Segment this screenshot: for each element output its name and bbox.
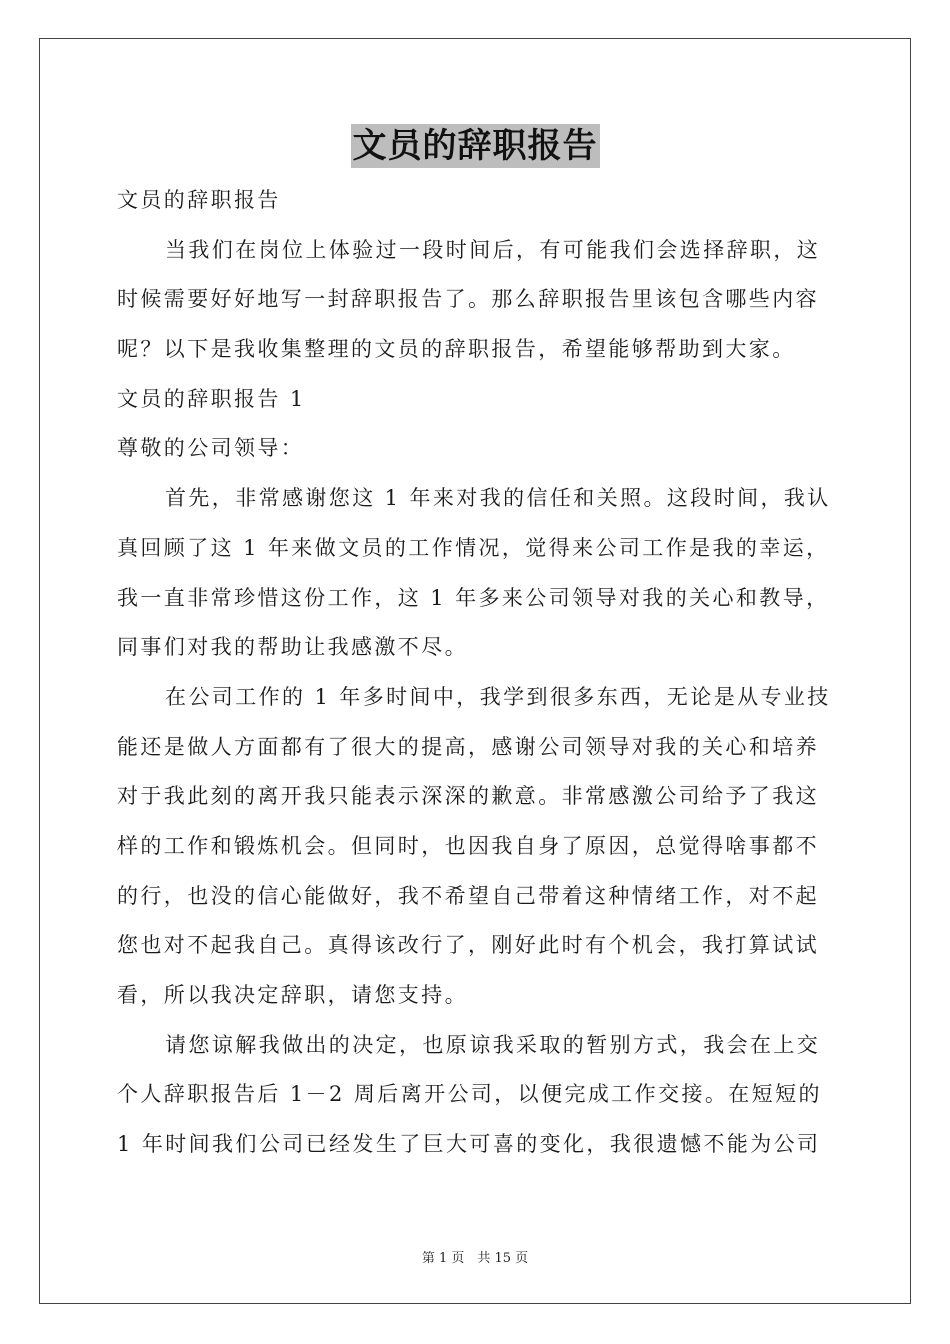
page-footer: 第 1 页 共 15 页 — [421, 1251, 529, 1266]
paragraph-line: 的行，也没的信心能做好，我不希望自己带着这种情绪工作，对不起 — [117, 883, 819, 908]
paragraph-line: 看，所以我决定辞职，请您支持。 — [117, 983, 468, 1007]
title-container — [0, 124, 950, 168]
paragraph-line: 同事们对我的帮助让我感激不尽。 — [117, 635, 468, 660]
paragraph-line: 真回顾了这 1 年来做文员的工作情况，觉得来公司工作是我的幸运， — [117, 535, 830, 560]
paragraph-line: 请您谅解我做出的决定，也原谅我采取的暂别方式，我会在上交 — [165, 1032, 821, 1057]
salutation-line: 尊敬的公司领导： — [117, 436, 305, 461]
paragraph-line: 1 年时间我们公司已经发生了巨大可喜的变化，我很遗憾不能为公司 — [117, 1132, 821, 1157]
paragraph-line: 能还是做人方面都有了很大的提高，感谢公司领导对我的关心和培养 — [117, 734, 819, 759]
paragraph-line: 我一直非常珍惜这份工作，这 1 年多来公司领导对我的关心和教导， — [117, 585, 830, 610]
subtitle-line: 文员的辞职报告 — [117, 188, 281, 212]
paragraph-line: 您也对不起我自己。真得该改行了，刚好此时有个机会，我打算试试 — [117, 933, 819, 958]
paragraph-line: 对于我此刻的离开我只能表示深深的歉意。非常感激公司给予了我这 — [117, 784, 819, 809]
document-body — [117, 176, 833, 1170]
paragraph-line: 在公司工作的 1 年多时间中，我学到很多东西，无论是从专业技 — [165, 684, 831, 709]
document-title: 文员的辞职报告 — [352, 126, 598, 166]
paragraph-line: 当我们在岗位上体验过一段时间后，有可能我们会选择辞职，这 — [165, 237, 821, 262]
paragraph-line: 首先，非常感谢您这 1 年来对我的信任和关照。这段时间，我认 — [165, 486, 831, 511]
section-heading: 文员的辞职报告 1 — [117, 386, 306, 411]
paragraph-line: 个人辞职报告后 1－2 周后离开公司，以便完成工作交接。在短短的 — [117, 1082, 822, 1107]
paragraph-line: 呢？以下是我收集整理的文员的辞职报告，希望能够帮助到大家。 — [117, 337, 796, 362]
paragraph-line: 样的工作和锻炼机会。但同时，也因我自身了原因，总觉得啥事都不 — [117, 833, 819, 858]
paragraph-line: 时候需要好好地写一封辞职报告了。那么辞职报告里该包含哪些内容 — [117, 287, 819, 312]
